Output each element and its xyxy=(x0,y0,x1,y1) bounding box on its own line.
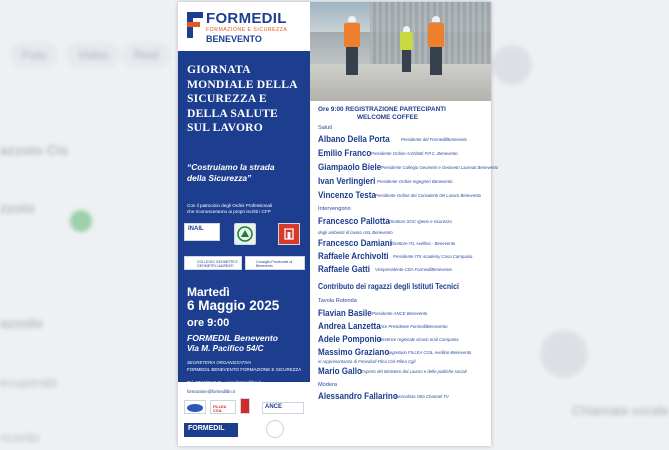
ance-text: ANCE xyxy=(265,404,283,410)
speaker-role: Direttrice regionale vicario Inail Campania xyxy=(379,337,459,342)
motto-line: della Sicurezza” xyxy=(187,172,252,183)
speaker-name: Giampaolo Biele xyxy=(318,161,382,172)
title-line: SUL LAVORO xyxy=(187,121,263,135)
cassa-edile-logo xyxy=(184,400,206,414)
speakers-label: Intervengono xyxy=(318,206,351,212)
consiglio-text: Consiglio Provinciale di Benevento xyxy=(256,260,293,268)
collegio-logo xyxy=(184,256,242,270)
secretariat-phone: Tel. 0824/364149 - www.formedilbn.it xyxy=(187,380,261,385)
event-time: ore 9:00 xyxy=(187,317,230,329)
footer-logos xyxy=(182,398,308,446)
speaker-name: Ivan Verlingieri xyxy=(318,175,376,186)
fillea-logo xyxy=(210,400,236,414)
inail-logo xyxy=(184,223,220,241)
formedil-logo-icon xyxy=(187,12,203,38)
logo-name: FORMEDIL xyxy=(206,10,287,27)
motto-line: “Costruiamo la strada xyxy=(187,162,275,172)
patronage-note xyxy=(187,203,307,215)
speaker-name: Massimo Graziano xyxy=(318,346,390,357)
bg-pill: Foto xyxy=(10,42,58,68)
title-line: MONDIALE DELLA xyxy=(187,77,298,91)
bg-text: ricordo xyxy=(0,430,40,445)
bg-text: Chiamata vocale xyxy=(572,403,669,418)
secretariat-email[interactable]: formazione@formedilbn.it xyxy=(187,389,235,394)
round-table-label: Tavola Rotonda xyxy=(318,298,357,304)
speaker-role: Direttore SOC Igiene e sicurezza xyxy=(389,219,452,224)
speaker-role: Segretario FILLEA CGIL Avellino-Benevento xyxy=(387,350,472,355)
logo-city: BENEVENTO xyxy=(206,34,262,44)
coffee-line: WELCOME COFFEE xyxy=(357,114,419,121)
speaker-role: Vicepresidente CDA FormedilBenevento xyxy=(375,267,452,272)
speaker-role: Presidente del FormedilBenevento xyxy=(401,137,467,142)
speaker-role: Presidente Collegio Geometri e Geometri Laureati Benevento xyxy=(381,165,499,170)
consiglio-logo xyxy=(245,256,305,270)
speaker-name: Vincenzo Testa xyxy=(318,189,376,200)
speaker-role: Presidente ANCE Benevento xyxy=(372,311,428,316)
title-line: SICUREZZA E xyxy=(187,92,267,106)
bg-text: ecuperabi xyxy=(0,375,58,390)
fillea-text: FILLEA CGIL xyxy=(213,405,227,413)
speaker-name: Francesco Pallotta xyxy=(318,215,390,226)
architects-emblem-icon xyxy=(235,224,255,244)
bg-pill: Reel xyxy=(122,42,171,68)
speaker-name: Raffaele Archivolti xyxy=(318,250,389,261)
speaker-role: Presidente ITS Academy Casa Campania xyxy=(393,254,473,259)
speaker-name: Mario Gallo xyxy=(318,365,362,376)
bg-text: azzolo xyxy=(0,315,43,331)
speaker-role: Presidente Ordine Architetti P.P.C. Benevento xyxy=(371,151,458,156)
partner-logos xyxy=(182,223,308,251)
engineers-logo xyxy=(278,223,300,245)
speaker-role: Vice Presidente FormedilBenevento xyxy=(379,324,448,329)
secretariat-body xyxy=(187,367,307,373)
event-address: Via M. Pacifico 54/C xyxy=(187,344,264,353)
event-poster[interactable] xyxy=(178,2,499,446)
cassa-edile-icon xyxy=(185,402,205,414)
speaker-name: Emilio Franco xyxy=(318,147,372,158)
inps-seal-icon xyxy=(266,420,284,438)
speaker-name: Francesco Damiani xyxy=(318,237,392,248)
speaker-role: Direttore ITL Avellino - Benevento xyxy=(391,241,456,246)
bg-avatar xyxy=(492,45,532,85)
speaker-name: Raffaele Gatti xyxy=(318,263,370,274)
formedil-logo xyxy=(178,2,310,51)
greetings-label: Saluti xyxy=(318,125,332,131)
formedil-footer-logo xyxy=(184,423,238,437)
speaker-role: Presidente Ordine dei Consulenti del Lavoro Benevento xyxy=(375,193,482,198)
formedil-footer-text: FORMEDIL xyxy=(188,425,225,432)
event-date: 6 Maggio 2025 xyxy=(187,298,280,313)
speaker-name: Andrea Lanzetta xyxy=(318,320,381,331)
contribution-line: Contributo dei ragazzi degli Istituti Tecnici xyxy=(318,281,459,291)
moderator-name: Alessandro Fallarino xyxy=(318,390,398,401)
speaker-role: degli ambienti di lavoro ASL Benevento xyxy=(318,230,393,235)
bg-dot xyxy=(70,210,92,232)
event-day: Martedì xyxy=(187,285,230,299)
speaker-role: Esperto del Ministero del Lavoro e delle politiche sociali xyxy=(361,369,467,374)
collegio-text: COLLEGIO GEOMETRI E GEOMETRI LAUREATI xyxy=(197,260,238,268)
patronage-line: che riconosceranno ai propri iscritti i CFP xyxy=(187,209,271,215)
architects-logo xyxy=(234,223,256,245)
event-venue: FORMEDIL Benevento xyxy=(187,333,279,343)
speaker-name: Albano Della Porta xyxy=(318,133,390,144)
ance-logo xyxy=(262,402,304,414)
title-line: DELLA SALUTE xyxy=(187,106,278,120)
bg-text: azzolo Cis xyxy=(0,142,69,158)
speaker-name: Flavian Basile xyxy=(318,307,372,318)
workers-photo xyxy=(310,2,491,101)
patronage-line: Con il patrocinio degli Ordini Professionali xyxy=(187,203,273,208)
cgil-logo xyxy=(240,398,250,414)
inail-text: INAIL xyxy=(188,226,204,232)
bg-avatar xyxy=(540,330,588,378)
moderator-label: Modera xyxy=(318,382,337,388)
speaker-role: in rappresentanza di FenealUil-Filca Cisl-Fillea Cgil xyxy=(318,359,416,364)
title-line: GIORNATA xyxy=(187,63,251,76)
logo-subtitle: FORMAZIONE E SICUREZZA xyxy=(206,27,288,33)
speaker-role: Presidente Ordine Ingegneri Benevento xyxy=(377,179,453,184)
bg-pill: Video xyxy=(66,42,120,68)
moderator-role: Giornalista Otto Channel TV xyxy=(395,394,449,399)
poster-motto xyxy=(187,162,305,183)
engineers-emblem-icon xyxy=(279,224,299,244)
bg-text: zzolo xyxy=(0,200,35,216)
speaker-name: Adele Pomponio xyxy=(318,333,382,344)
secretariat-title: SEGRETERIA ORGANIZZATIVA xyxy=(187,360,252,365)
registration-line: Ore 9:00 REGISTRAZIONE PARTECIPANTI xyxy=(318,106,446,113)
poster-title xyxy=(187,63,305,136)
secretariat-line: FORMEDIL BENEVENTO FORMAZIONE E SICUREZZA xyxy=(187,367,302,372)
